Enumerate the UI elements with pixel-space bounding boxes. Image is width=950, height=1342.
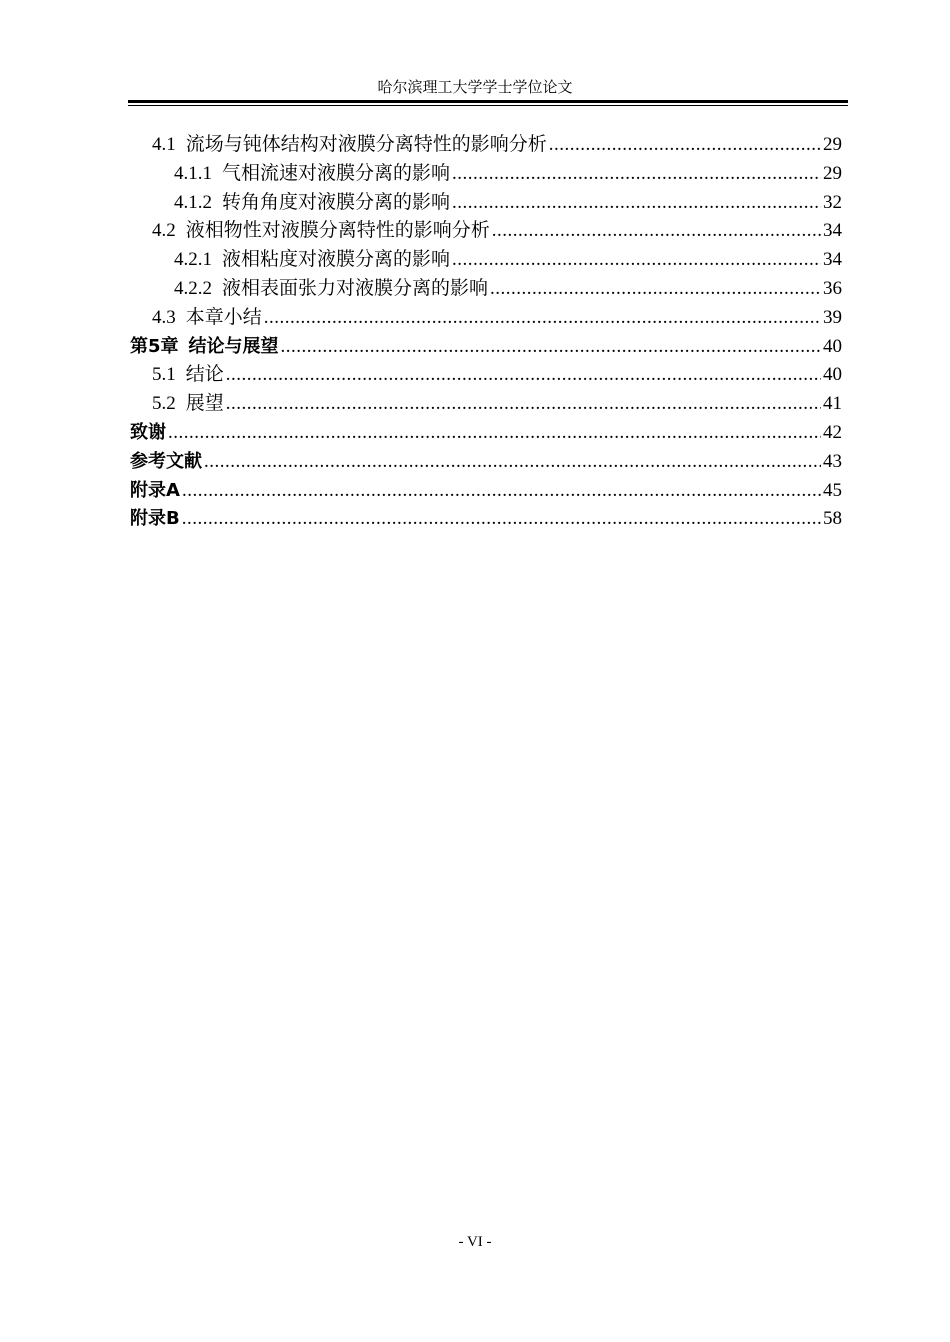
toc-entry-title: 结论与展望 (188, 335, 279, 357)
toc-entry-page: 41 (823, 393, 842, 415)
toc-entry-title: 展望 (185, 393, 224, 415)
toc-dot-leader (452, 189, 821, 218)
toc-dot-leader (226, 361, 821, 390)
toc-entry-title: 流场与钝体结构对液膜分离特性的影响分析 (185, 134, 547, 155)
toc-entry-number: 4.2 (152, 220, 176, 242)
toc-entry-title: 气相流速对液膜分离的影响 (222, 162, 451, 184)
toc-dot-leader (492, 217, 821, 246)
toc-entry[interactable] (130, 448, 842, 477)
toc-entry[interactable] (130, 361, 842, 390)
toc-entry-title: 结论 (185, 364, 224, 386)
toc-entry-page: 29 (823, 134, 842, 155)
toc-dot-leader (204, 448, 821, 477)
toc-entry-number: 5.1 (152, 364, 176, 386)
toc-entry-number: 5.2 (152, 393, 176, 415)
toc-dot-leader (452, 160, 821, 189)
toc-dot-leader (182, 505, 821, 534)
toc-entry[interactable] (130, 505, 842, 534)
toc-entry-number: 4.2.2 (174, 277, 212, 299)
toc-dot-leader (264, 304, 821, 333)
toc-entry-title: 本章小结 (185, 306, 262, 328)
toc-entry-page: 29 (823, 162, 842, 184)
toc-entry[interactable] (130, 160, 842, 189)
toc-entry-page: 40 (823, 335, 842, 357)
toc-entry-number: 4.2.1 (174, 249, 212, 271)
toc-entry-title: 液相粘度对液膜分离的影响 (222, 249, 451, 271)
toc-entry[interactable] (130, 275, 842, 304)
toc-entry-page: 34 (823, 220, 842, 242)
toc-entry-page: 42 (823, 421, 842, 443)
toc-entry-number: 4.3 (152, 306, 176, 328)
toc-entry-page: 32 (823, 191, 842, 213)
toc-entry-page: 36 (823, 277, 842, 299)
toc-entry-page: 34 (823, 249, 842, 271)
toc-dot-leader (490, 275, 821, 304)
toc-entry[interactable] (130, 246, 842, 275)
toc-entry-title: 液相表面张力对液膜分离的影响 (222, 277, 489, 299)
toc-entry[interactable] (130, 189, 842, 218)
toc-entry-page: 43 (823, 450, 842, 472)
toc-entry-page: 58 (823, 508, 842, 530)
toc-entry[interactable] (130, 390, 842, 419)
toc-entry-number: 第5章 (130, 335, 179, 357)
toc-dot-leader (226, 390, 821, 419)
toc-entry-title: 致谢 (130, 421, 166, 443)
toc-entry-page: 45 (823, 479, 842, 501)
toc-entry[interactable] (130, 333, 842, 362)
toc-entry[interactable] (130, 304, 842, 333)
header-rule-thin (128, 105, 848, 106)
toc-entry-number: 4.1 (152, 134, 176, 155)
toc-entry[interactable] (130, 131, 842, 160)
toc-dot-leader (168, 419, 821, 448)
toc-entry-title: 参考文献 (130, 450, 202, 472)
toc-entry-page: 40 (823, 364, 842, 386)
toc-entry-title: 液相物性对液膜分离特性的影响分析 (185, 220, 490, 242)
toc-entry-title: 附录A (130, 479, 180, 501)
toc-entry-number: 4.1.1 (174, 162, 212, 184)
toc-entry-title: 附录B (130, 508, 180, 530)
toc-entry[interactable] (130, 477, 842, 506)
toc-entry[interactable] (130, 217, 842, 246)
toc-entry-number: 4.1.2 (174, 191, 212, 213)
toc-dot-leader (549, 131, 821, 160)
toc-entry-page: 39 (823, 306, 842, 328)
header-rule-thick (128, 100, 848, 103)
toc-dot-leader (452, 246, 821, 275)
toc-dot-leader (281, 333, 821, 362)
toc-entry-title: 转角角度对液膜分离的影响 (222, 191, 451, 213)
table-of-contents (130, 131, 842, 534)
toc-entry[interactable] (130, 419, 842, 448)
toc-dot-leader (182, 477, 821, 506)
running-header-title: 哈尔滨理工大学学士学位论文 (377, 80, 573, 96)
page-number: - VI - (458, 1234, 492, 1250)
